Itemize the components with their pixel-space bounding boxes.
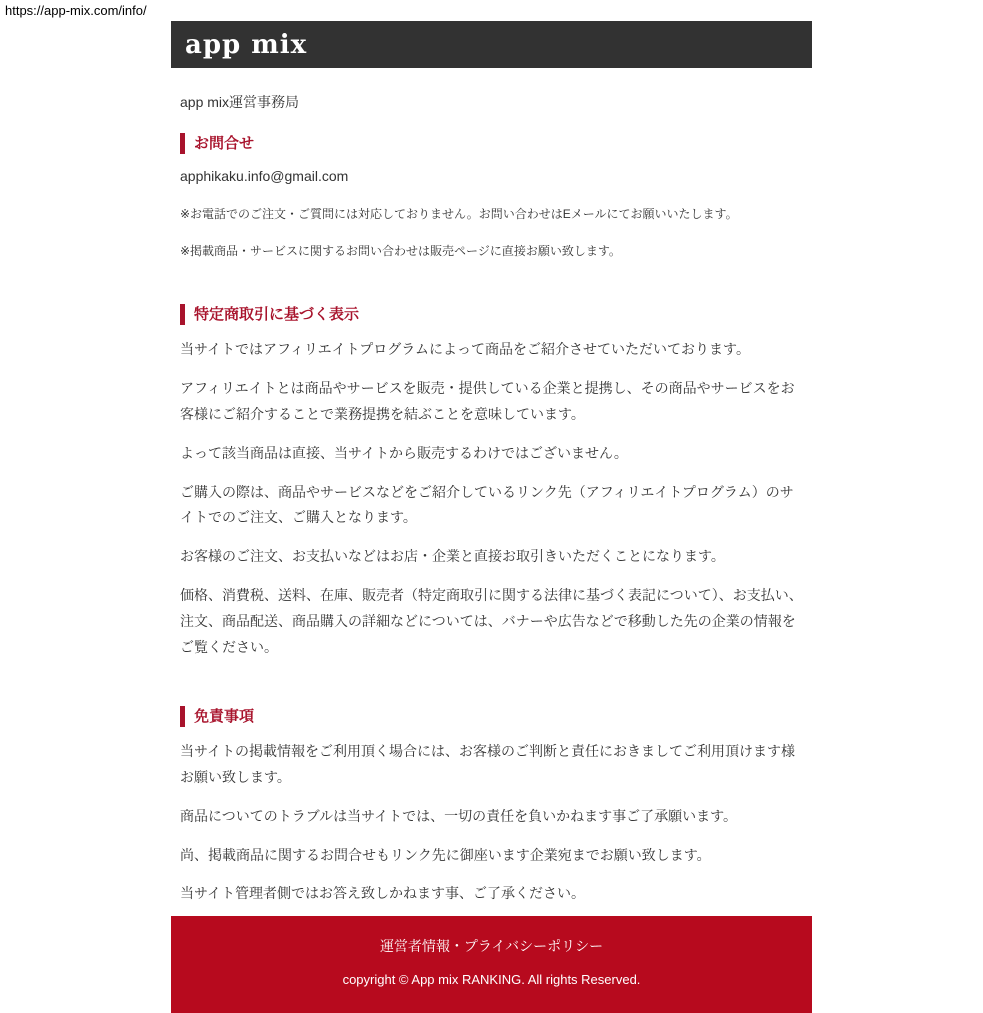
paragraph: ご購入の際は、商品やサービスなどをご紹介しているリンク先（アフィリエイトプログラム）のサイトでのご注文、ご購入となります。 — [180, 483, 794, 526]
paragraph: 当サイトではアフィリエイトプログラムによって商品をご紹介させていただいております。 — [180, 341, 750, 357]
paragraph: アフィリエイトとは商品やサービスを販売・提供している企業と提携し、その商品やサービスをお客様にご紹介することで業務提携を結ぶことを意味しています。 — [180, 379, 795, 422]
section-title-contact: お問合せ — [180, 133, 803, 154]
paragraph: 価格、消費税、送料、在庫、販売者（特定商取引に関する法律に基づく表記について）、お支払い、注文、商品配送、商品購入の詳細などについては、バナーや広告などで移動した先の企業の情報をご覧ください。 — [180, 587, 803, 656]
section-disclaimer — [180, 706, 803, 907]
section-title-commercial-transactions: 特定商取引に基づく表示 — [180, 304, 803, 325]
paragraph: 商品についてのトラブルは当サイトでは、一切の責任を負いかねます事ご了承願います。 — [180, 807, 738, 824]
page-url-text: https://app-mix.com/info/ — [5, 3, 147, 18]
paragraph: 当サイトの掲載情報をご利用頂く場合には、お客様のご判断と責任におきましてご利用頂けます様お願い致します。 — [180, 742, 796, 785]
copyright-text: copyright © App mix RANKING. All rights Reserved. — [342, 972, 641, 987]
page-column — [171, 21, 812, 907]
paragraph: 尚、掲載商品に関するお問合せもリンク先に御座います企業宛までお願い致します。 — [180, 846, 711, 863]
paragraph: お客様のご注文、お支払いなどはお店・企業と直接お取引きいただくことになります。 — [180, 548, 725, 565]
footer-privacy-link[interactable]: 運営者情報・プライバシーポリシー — [379, 938, 604, 954]
contact-note-phone: ※お電話でのご注文・ご質問には対応しておりません。お問い合わせはEメールにてお願いいたします。 — [180, 207, 738, 221]
section-title-disclaimer: 免責事項 — [180, 706, 803, 727]
section-contact — [180, 133, 803, 259]
paragraph: 当サイト管理者側ではお答え致しかねます事、ご了承ください。 — [180, 885, 586, 902]
site-header — [171, 21, 812, 68]
paragraph: よって該当商品は直接、当サイトから販売するわけではございません。 — [180, 444, 628, 461]
contact-note-products: ※掲載商品・サービスに関するお問い合わせは販売ページに直接お願い致します。 — [180, 244, 621, 258]
site-footer — [171, 916, 812, 1013]
operator-name: app mix運営事務局 — [180, 94, 300, 110]
section-commercial-transactions — [180, 304, 803, 661]
contact-email: apphikaku.info@gmail.com — [180, 168, 349, 184]
site-title-link[interactable]: app mix — [185, 29, 308, 60]
page-content — [171, 93, 812, 907]
